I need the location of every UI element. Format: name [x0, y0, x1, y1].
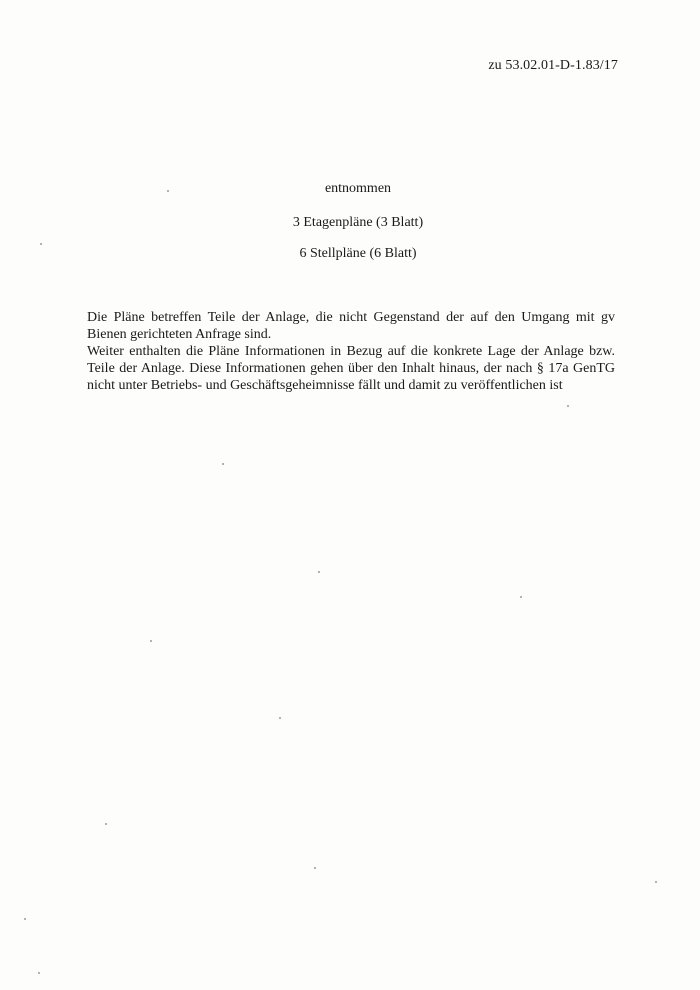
scan-speck — [105, 823, 107, 825]
scan-speck — [38, 972, 40, 974]
scan-speck — [567, 405, 569, 407]
heading-stellplaene: 6 Stellpläne (6 Blatt) — [299, 246, 417, 261]
scan-speck — [222, 463, 224, 465]
heading-etagenplaene: 3 Etagenpläne (3 Blatt) — [292, 215, 424, 230]
heading-entnommen: entnommen — [324, 181, 392, 196]
scan-speck — [167, 190, 169, 192]
reference-number: zu 53.02.01-D-1.83/17 — [488, 58, 618, 73]
scan-speck — [520, 596, 522, 598]
body-text — [87, 309, 615, 394]
scan-speck — [150, 640, 152, 642]
scan-speck — [279, 717, 281, 719]
scan-speck — [24, 918, 26, 920]
scan-speck — [655, 881, 657, 883]
paragraph-1: Die Pläne betreffen Teile der Anlage, die nicht Gegenstand der auf den Umgang mit gv Bienen gerichteten Anfrage sind. — [87, 310, 615, 342]
scan-speck — [318, 571, 320, 573]
scan-speck — [314, 867, 316, 869]
paragraph-2: Weiter enthalten die Pläne Informationen in Bezug auf die konkrete Lage der Anlage bzw. Teile der Anlage. Diese Informationen gehen über den Inhalt hinaus, der nach § 17a GenTG nicht unter Betriebs- und Geschäftsgeheimnisse fällt und damit zu veröffentlichen ist — [87, 344, 615, 393]
scan-speck — [40, 243, 42, 245]
